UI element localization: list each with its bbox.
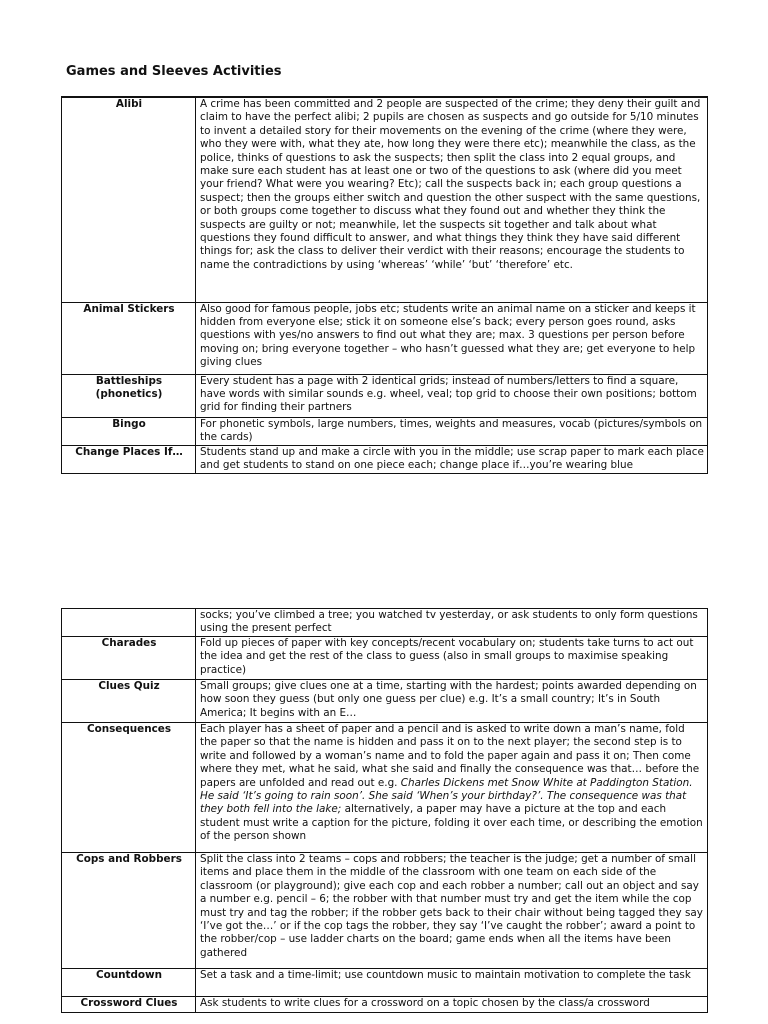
activity-name: Cops and Robbers [62,853,196,969]
activity-name: Battleships (phonetics) [62,374,196,417]
activity-description [196,723,708,853]
description-text: Each player has a sheet of paper and a pencil and is asked to write down a man’s name, fold the paper so that the name is hidden and pass it on to the next player; the second step is to write and followed by a woman’s name and to fold the paper again and pass it on; Then come where they met, what he said, what she said and finally the consequence was that… before the papers are unfolded and read out e.g. [200,723,700,789]
activity-description: A crime has been committed and 2 people are suspected of the crime; they deny their guilt and claim to have the perfect alibi; 2 pupils are chosen as suspects and go outside for 5/10 minutes to invent a detailed story for their movements on the evening of the crime (where they were, who they were with, what they ate, how long they were there etc); meanwhile the class, as the police, thinks of questions to ask the suspects; then split the class into 2 equal groups, and make sure each student has at least one or two of the questions to ask (where did you meet your friend? What were you wearing? Etc); call the suspects back in; each group questions a suspect; then the groups either switch and question the other suspect with the same questions, or both groups come together to discuss what they found out and whether they think the suspects are guilty or not; meanwhile, let the suspects sit together and talk about what questions they found difficult to answer, and what things they think they have said different things for; ask the class to deliver their verdict with their reasons; encourage the students to name the contradictions by using ‘whereas’ ‘while’ ‘but’ ‘therefore’ etc. [196,97,708,302]
table-row [62,97,708,302]
table-row [62,723,708,853]
activity-name: Alibi [62,97,196,302]
table-row [62,853,708,969]
table-row [62,680,708,723]
activities-table-1 [61,96,708,474]
table-row [62,997,708,1013]
table-row [62,969,708,997]
activity-name: Change Places If… [62,445,196,473]
description-text: alternatively, a paper may have a picture at the top and each student must write a caption for the picture, folding it over each time, or describing the emotion of the person shown [200,803,703,843]
activity-description: Split the class into 2 teams – cops and robbers; the teacher is the judge; get a number of small items and place them in the middle of the classroom with one team on each side of the classroom (or playground); give each cop and each robber a number; call out an object and say a number e.g. pencil – 6; the robber with that number must try and get the item while the cop must try and tag the robber; if the robber gets back to their chair without being tagged they say ‘I’ve got the…’ or if the cop tags the robber, they say ‘I’ve caught the robber’; award a point to the robber/cop – use ladder charts on the board; game ends when all the items have been gathered [196,853,708,969]
activity-description: Students stand up and make a circle with you in the middle; use scrap paper to mark each place and get students to stand on one piece each; change place if…you’re wearing blue [196,445,708,473]
activity-description: Set a task and a time-limit; use countdown music to maintain motivation to complete the task [196,969,708,997]
table-row [62,637,708,680]
activity-name: Charades [62,637,196,680]
activity-name: Countdown [62,969,196,997]
activity-description: Fold up pieces of paper with key concepts/recent vocabulary on; students take turns to act out the idea and get the rest of the class to guess (also in small groups to maximise speaking practice) [196,637,708,680]
activity-description: socks; you’ve climbed a tree; you watched tv yesterday, or ask students to only form questions using the present perfect [196,609,708,637]
activity-name [62,609,196,637]
table-row [62,374,708,417]
activity-name: Crossword Clues [62,997,196,1013]
activity-name: Clues Quiz [62,680,196,723]
activity-description: Small groups; give clues one at a time, starting with the hardest; points awarded depending on how soon they guess (but only one guess per clue) e.g. It’s a small country; It’s in South America; It begins with an E… [196,680,708,723]
page-title: Games and Sleeves Activities [66,64,282,79]
activity-description: For phonetic symbols, large numbers, times, weights and measures, vocab (pictures/symbols on the cards) [196,417,708,445]
activity-name: Animal Stickers [62,302,196,374]
activity-name: Bingo [62,417,196,445]
activity-description: Also good for famous people, jobs etc; students write an animal name on a sticker and keeps it hidden from everyone else; stick it on someone else’s back; every person goes round, asks questions with yes/no answers to find out what they are; max. 3 questions per person before moving on; bring everyone together – who hasn’t guessed what they are; get everyone to help giving clues [196,302,708,374]
example-italic-text: Charles Dickens met Snow White at Paddington Station. He said ‘It’s going to rain soon’. She said ‘When’s your birthday?’. The consequence was that they both fell into the lake; [200,776,693,816]
activities-table-2 [61,608,708,1013]
table-row [62,302,708,374]
activity-description: Every student has a page with 2 identical grids; instead of numbers/letters to find a square, have words with similar sounds e.g. wheel, veal; top grid to choose their own positions; bottom grid for finding their partners [196,374,708,417]
activity-description: Ask students to write clues for a crossword on a topic chosen by the class/a crossword [196,997,708,1013]
table-row [62,609,708,637]
table-row [62,445,708,473]
activity-name: Consequences [62,723,196,853]
table-row [62,417,708,445]
